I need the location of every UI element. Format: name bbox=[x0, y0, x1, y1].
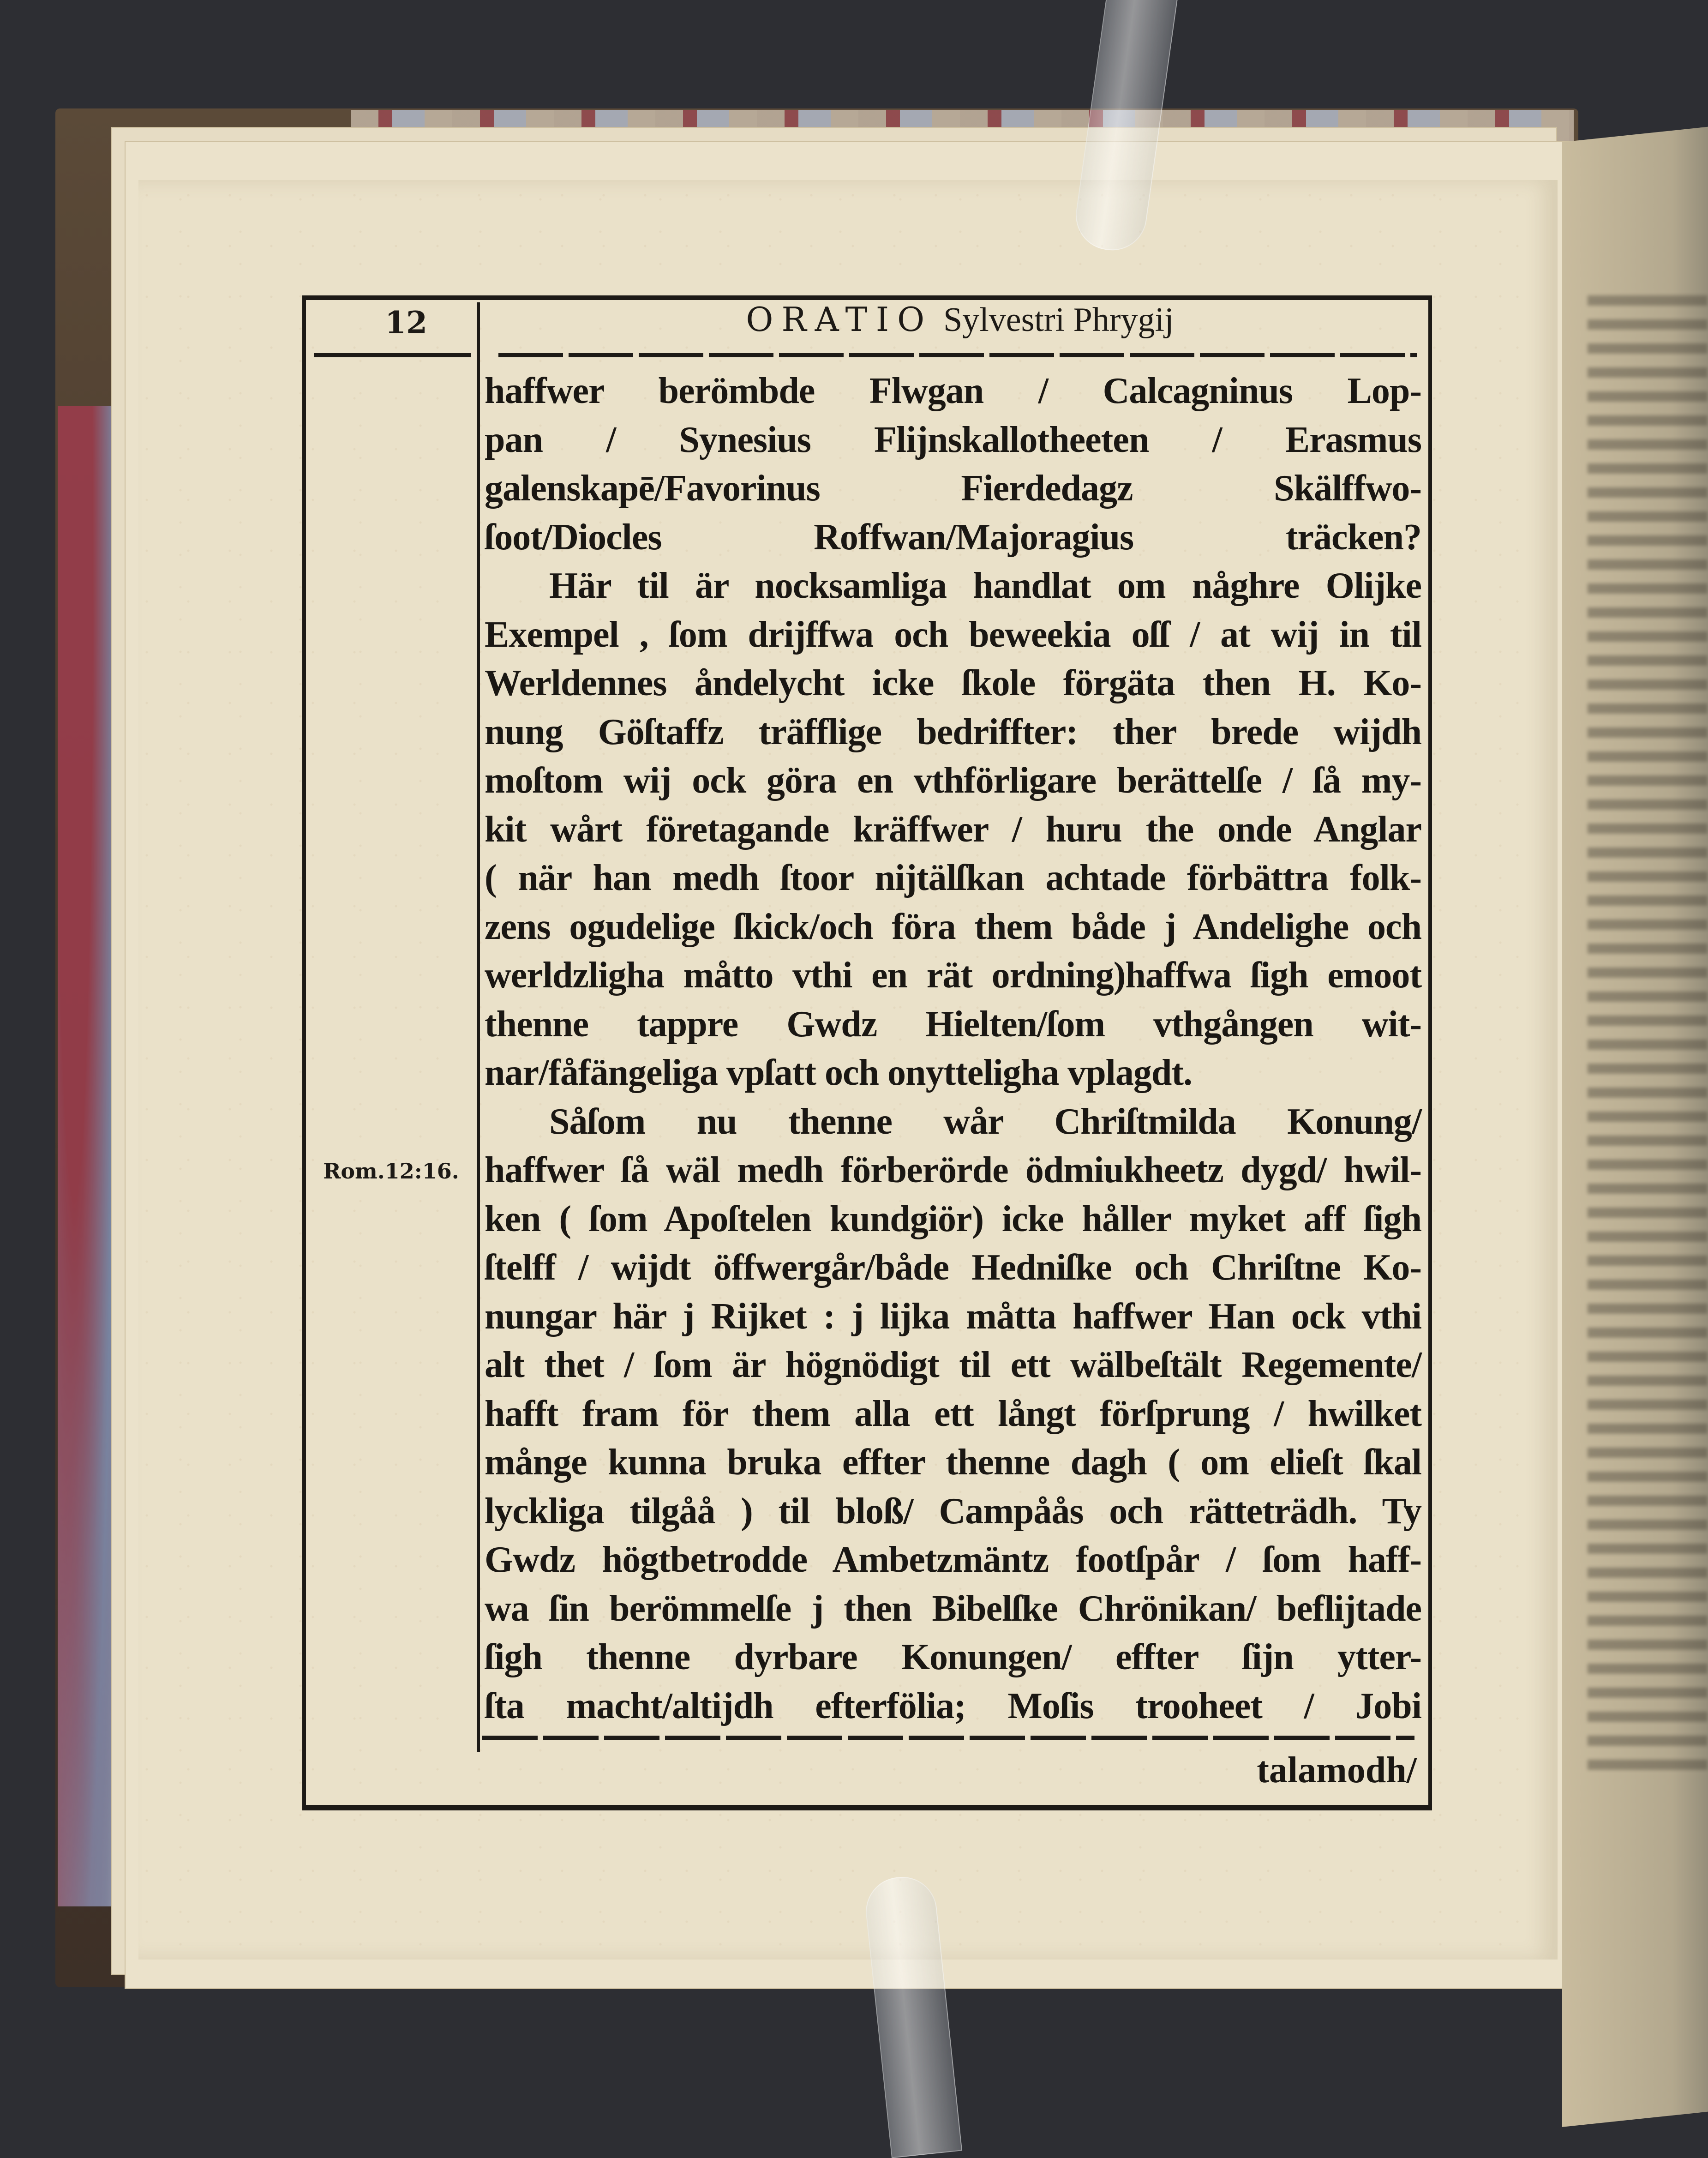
text-line: ſoot/Diocles Roffwan/Majoragius träcken? bbox=[485, 517, 1421, 558]
text-line: alt thet / ſom är högnödigt til ett wälbeſtält Regemente/ bbox=[485, 1345, 1421, 1385]
text-line: nungar här j Rijket : j lijka måtta haffwer Han ock vthi bbox=[485, 1296, 1421, 1337]
facing-page-blurred-text bbox=[1588, 295, 1708, 1773]
body-text bbox=[485, 367, 1421, 1731]
text-line: ( när han medh ſtoor nijtälſkan achtade förbättra folk- bbox=[485, 858, 1421, 898]
text-line: Gwdz högtbetrodde Ambetzmäntz footſpår / ſom haff- bbox=[485, 1539, 1421, 1580]
header-rule-right bbox=[498, 353, 1417, 357]
text-line: haffwer berömbde Flwgan / Calcagninus Lop- bbox=[485, 371, 1421, 411]
footer-rule bbox=[482, 1736, 1414, 1740]
text-line: hafft fram för them alla ett långt förſprung / hwilket bbox=[485, 1393, 1421, 1434]
text-line: Här til är nocksamliga handlat om någhre Olijke bbox=[549, 565, 1421, 606]
text-line: lyckliga tilgåå ) til bloß/ Campåås och rätteträdh. Ty bbox=[485, 1491, 1421, 1532]
text-line: Exempel , ſom drijffwa och beweekia oſſ / at wij in til bbox=[485, 614, 1421, 655]
text-line: zens ogudelige ſkick/och föra them både j Andelighe och bbox=[485, 906, 1421, 947]
text-line: wa ſin berömmelſe j then Bibelſke Chrönikan/ beflijtade bbox=[485, 1588, 1421, 1629]
text-line: månge kunna bruka effter thenne dagh ( om elieſt ſkal bbox=[485, 1442, 1421, 1483]
text-line: Werldennes åndelycht icke ſkole förgäta then H. Ko- bbox=[485, 663, 1421, 703]
text-line: moſtom wij ock göra en vthförligare berättelſe / ſå my- bbox=[485, 760, 1421, 801]
text-line: haffwer ſå wäl medh förberörde ödmiukheetz dygd/ hwil- bbox=[485, 1150, 1421, 1190]
text-line: thenne tappre Gwdz Hielten/ſom vthgången wit- bbox=[485, 1004, 1421, 1045]
text-line: ſta macht/altijdh efterfölia; Moſis trooheet / Jobi bbox=[485, 1685, 1421, 1726]
text-line: kit wårt företagande kräffwer / huru the onde Anglar bbox=[485, 809, 1421, 850]
text-line: nar/fåfängeliga vpſatt och onytteligha vplagdt. bbox=[485, 1052, 1193, 1093]
running-head-caps: ORATIO bbox=[746, 300, 933, 339]
text-line: pan / Synesius Flijnskallotheeten / Erasmus bbox=[485, 419, 1421, 460]
margin-column-divider bbox=[477, 302, 480, 1752]
marginal-note: Rom.12:16. bbox=[323, 1159, 459, 1184]
text-line: galenskapē/Favorinus Fierdedagz Skälffwo- bbox=[485, 468, 1421, 509]
running-head bbox=[498, 300, 1421, 340]
marbled-spine-edge bbox=[58, 406, 113, 1906]
running-head-rest: Sylvestri Phrygij bbox=[943, 301, 1174, 339]
text-line: ken ( ſom Apoſtelen kundgiör) icke håller myket aff ſigh bbox=[485, 1198, 1421, 1239]
page-number: 12 bbox=[385, 305, 427, 341]
text-line: werldzligha måtto vthi en rät ordning)haffwa ſigh emoot bbox=[485, 955, 1421, 996]
text-line: ſtelff / wijdt öffwergår/både Hedniſke och Chriſtne Ko- bbox=[485, 1247, 1421, 1288]
text-line: ſigh thenne dyrbare Konungen/ effter ſijn ytter- bbox=[485, 1637, 1421, 1677]
catchword: talamodh/ bbox=[1257, 1750, 1417, 1791]
text-line: Såſom nu thenne wår Chriſtmilda Konung/ bbox=[549, 1101, 1421, 1142]
header-rule-left bbox=[314, 353, 471, 357]
text-line: nung Göſtaffz träfflige bedriffter: ther brede wijdh bbox=[485, 711, 1421, 752]
